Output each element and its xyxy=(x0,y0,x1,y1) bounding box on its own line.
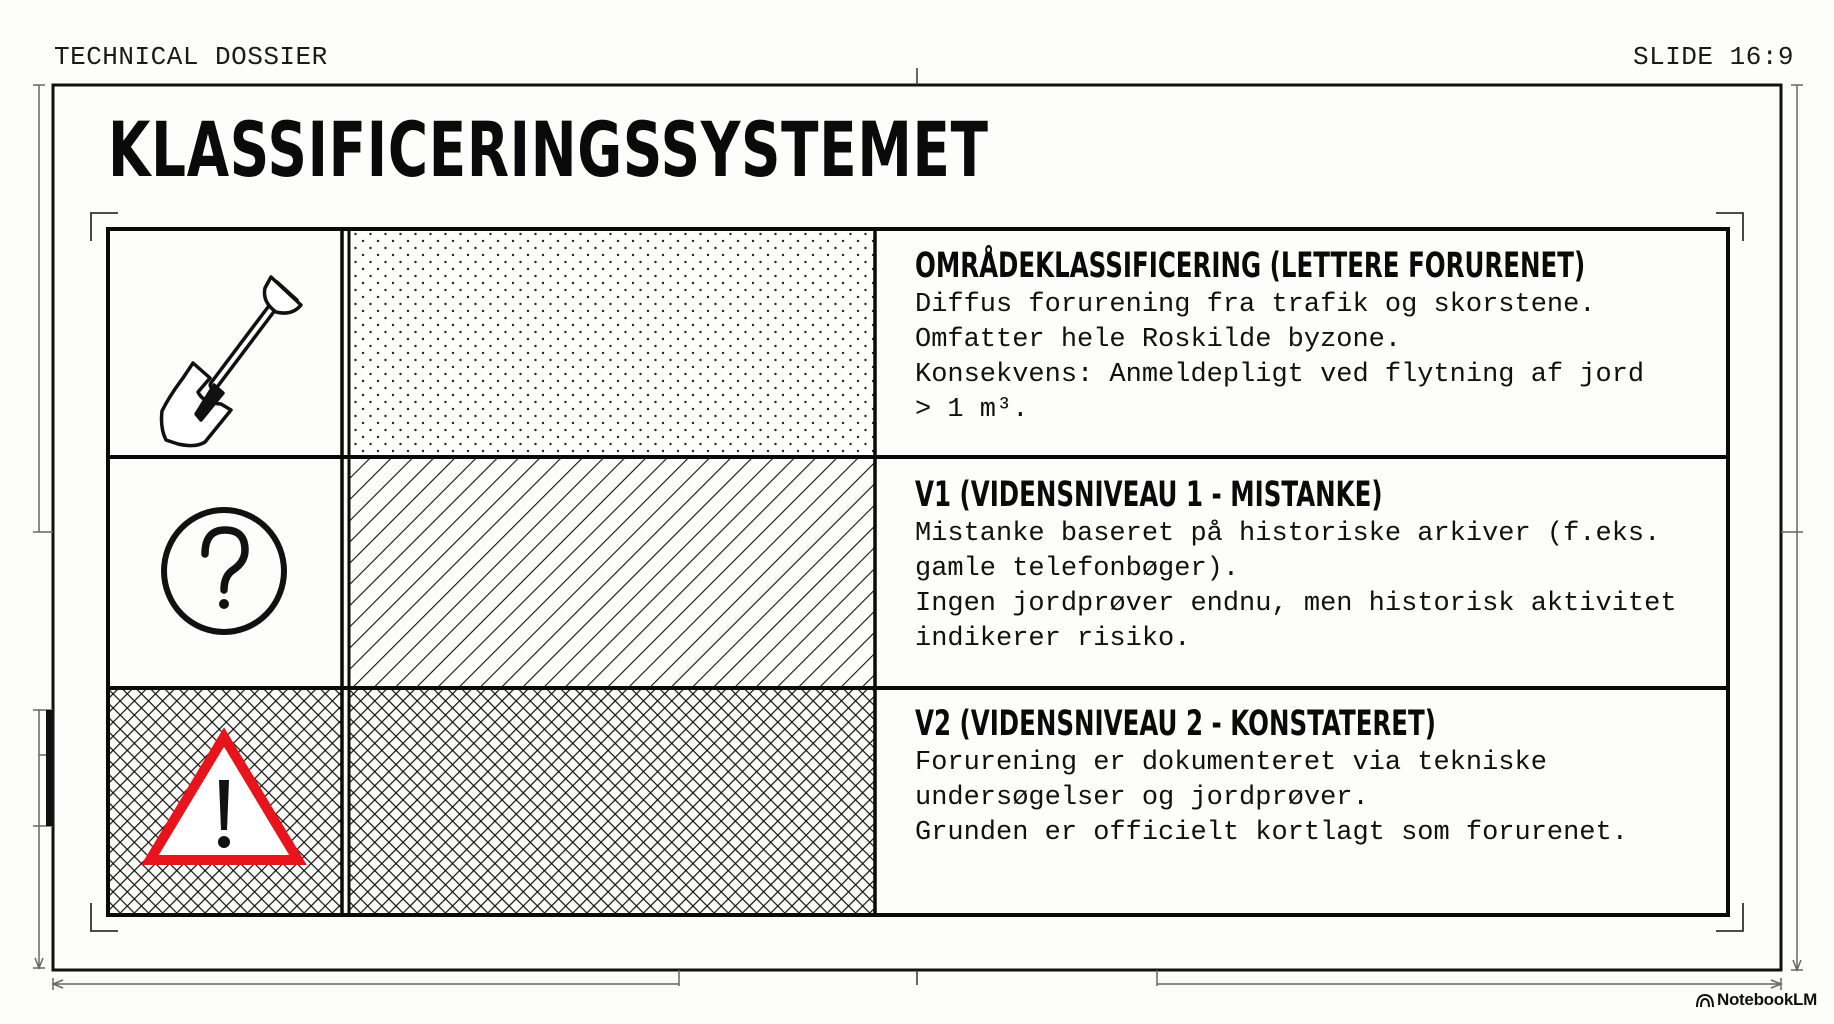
right-dimension-line xyxy=(1781,85,1803,970)
notebooklm-logo-icon xyxy=(1697,995,1713,1007)
row-body-line: gamle telefonbøger). xyxy=(915,554,1240,584)
row-body-line: Grunden er officielt kortlagt som forurenet. xyxy=(915,818,1628,848)
question-circle-icon xyxy=(164,510,284,632)
row-body-line: indikerer risiko. xyxy=(915,624,1191,654)
row-body-line: Konsekvens: Anmeldepligt ved flytning af jord xyxy=(915,360,1645,390)
brand-label: NotebookLM xyxy=(1717,990,1817,1009)
table-row-v2 xyxy=(915,704,1715,851)
row-body-line: Mistanke baseret på historiske arkiver (f.eks. xyxy=(915,519,1661,549)
row-body-line: Omfatter hele Roskilde byzone. xyxy=(915,325,1402,355)
row-heading: OMRÅDEKLASSIFICERING (LETTERE FORURENET) xyxy=(915,246,1586,286)
left-scale-marker xyxy=(46,710,53,826)
row-body-line: Ingen jordprøver endnu, men historisk aktivitet xyxy=(915,589,1677,619)
row-body-line: > 1 m³. xyxy=(915,395,1029,425)
row-heading: V1 (VIDENSNIVEAU 1 - MISTANKE) xyxy=(915,475,1383,515)
shovel-icon xyxy=(162,277,302,446)
row-body-line: Forurening er dokumenteret via tekniske xyxy=(915,748,1547,778)
header-left-label: TECHNICAL DOSSIER xyxy=(54,42,328,72)
row-body-line: undersøgelser og jordprøver. xyxy=(915,783,1369,813)
notebooklm-brand xyxy=(1717,990,1817,1010)
pattern-dots xyxy=(350,230,874,456)
row-heading: V2 (VIDENSNIVEAU 2 - KONSTATERET) xyxy=(915,704,1436,744)
pattern-diagonal-hatch xyxy=(350,458,874,687)
table-row-v1 xyxy=(915,475,1715,657)
table-row-omradeklassificering xyxy=(915,246,1715,428)
left-dimension-line xyxy=(33,85,53,968)
page-title: KLASSIFICERINGSSYSTEMET xyxy=(108,105,989,194)
pattern-crosshatch xyxy=(350,689,874,914)
header-right-label: SLIDE 16:9 xyxy=(1633,42,1795,72)
row-body-line: Diffus forurening fra trafik og skorstene. xyxy=(915,290,1596,320)
